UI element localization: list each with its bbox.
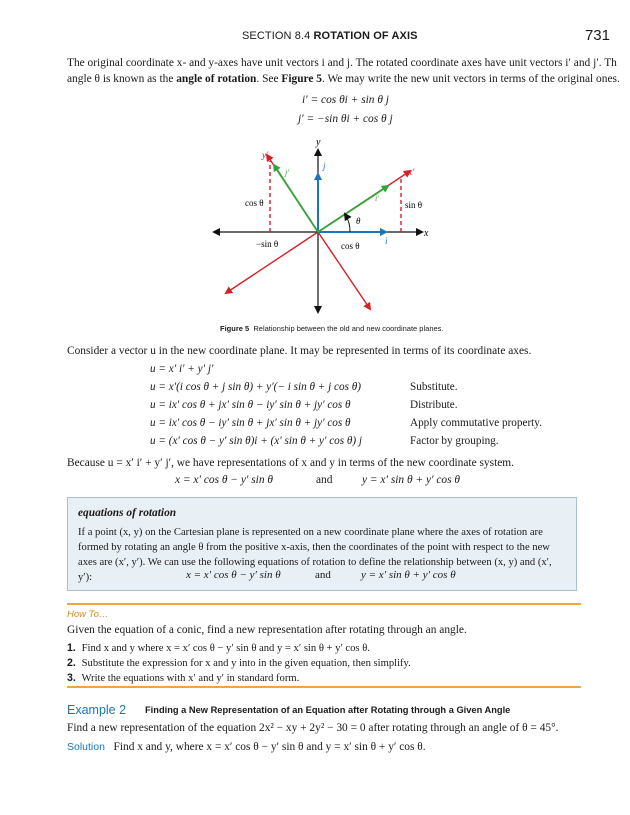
intro-line-2: angle θ is known as the angle of rotation. See Figure 5. We may write the new unit vectors in terms of the original ones. [67,72,620,85]
list-item: 1. Find x and y where x = x′ cos θ − y′ sin θ and y = x′ sin θ + y′ cos θ. [67,642,370,654]
box-title: equations of rotation [78,507,177,519]
eq-and: and [316,474,333,486]
intro-line-1: The original coordinate x- and y-axes have unit vectors i and j. The rotated coordinate axes have unit vectors i′ and j′. Th [67,57,617,69]
label-i-prime: i′ [375,194,379,203]
example-title: Finding a New Representation of an Equation after Rotating through a Given Angle [145,705,511,715]
box-eq-x: x = x′ cos θ − y′ sin θ [186,569,281,581]
intro-paragraph [67,56,620,87]
vector-intro: Consider a vector u in the new coordinate plane. It may be represented in terms of its coordinate axes. [67,345,532,357]
example-solution [67,740,587,756]
figure-caption: Figure 5 Relationship between the old and new coordinate planes. [220,324,444,333]
list-item: 3. Write the equations with x′ and y′ in standard form. [67,672,300,684]
box-eq-y: y = x′ sin θ + y′ cos θ [361,569,456,581]
eq-j-prime: j′ = −sin θi + cos θ j [298,113,393,125]
equations-of-rotation-box [67,497,577,591]
label-j: j [323,161,326,171]
unit-vector-i-prime [318,186,388,232]
label-sin-right: sin θ [405,200,423,210]
howto-bottom-rule [67,686,581,688]
because-paragraph: Because u = x′ i′ + y′ j′, we have representations of x and y in terms of the new coordinate system. [67,457,514,469]
label-cos-left: cos θ [245,198,264,208]
example-label: Example 2 [67,703,127,717]
eq-i-prime: i′ = cos θi + sin θ j [302,94,389,106]
howto-intro: Given the equation of a conic, find a new representation after rotating through an angle. [67,624,467,636]
eq-y-rotation: y = x′ sin θ + y′ cos θ [362,474,460,486]
page-number: 731 [584,27,610,44]
label-y: y [316,137,321,148]
box-eq-and: and [315,569,331,581]
theta-arc [345,214,350,232]
unit-vector-j-prime [274,165,318,232]
section-header: SECTION 8.4 ROTATION OF AXIS [242,30,418,42]
label-cos-bottom: cos θ [341,241,360,251]
list-item: 2. Substitute the expression for x and y into in the given equation, then simplify. [67,657,411,669]
label-neg-sin: −sin θ [256,239,279,249]
solution-text: Find x and y, where x = x′ cos θ − y′ sin θ and y = x′ sin θ + y′ cos θ. [113,741,426,753]
howto-label: How To… [67,609,109,620]
label-theta: θ [356,216,361,226]
label-j-prime: j′ [285,168,289,177]
label-x-prime: x′ [408,168,415,178]
box-body: If a point (x, y) on the Cartesian plane is represented on a new coordinate plane where the axes of rotation are formed by rotating an angle θ from the positive x-axis, then the coordinates of the point with respect to the new axes are (x′, y′). We can use the following equations of rotation to define the relationship between (x, y) and (x′, y′): [78,527,552,583]
label-i: i [385,236,388,246]
rotation-figure [200,134,440,319]
howto-top-rule [67,603,581,605]
solution-label: Solution [67,741,105,753]
label-x: x [424,228,429,239]
eq-x-rotation: x = x′ cos θ − y′ sin θ [175,474,273,486]
howto-steps [67,641,411,686]
label-y-prime: y′ [262,151,269,161]
example-problem: Find a new representation of the equation 2x² − xy + 2y² − 30 = 0 after rotating through an angle of θ = 45°. [67,722,559,734]
